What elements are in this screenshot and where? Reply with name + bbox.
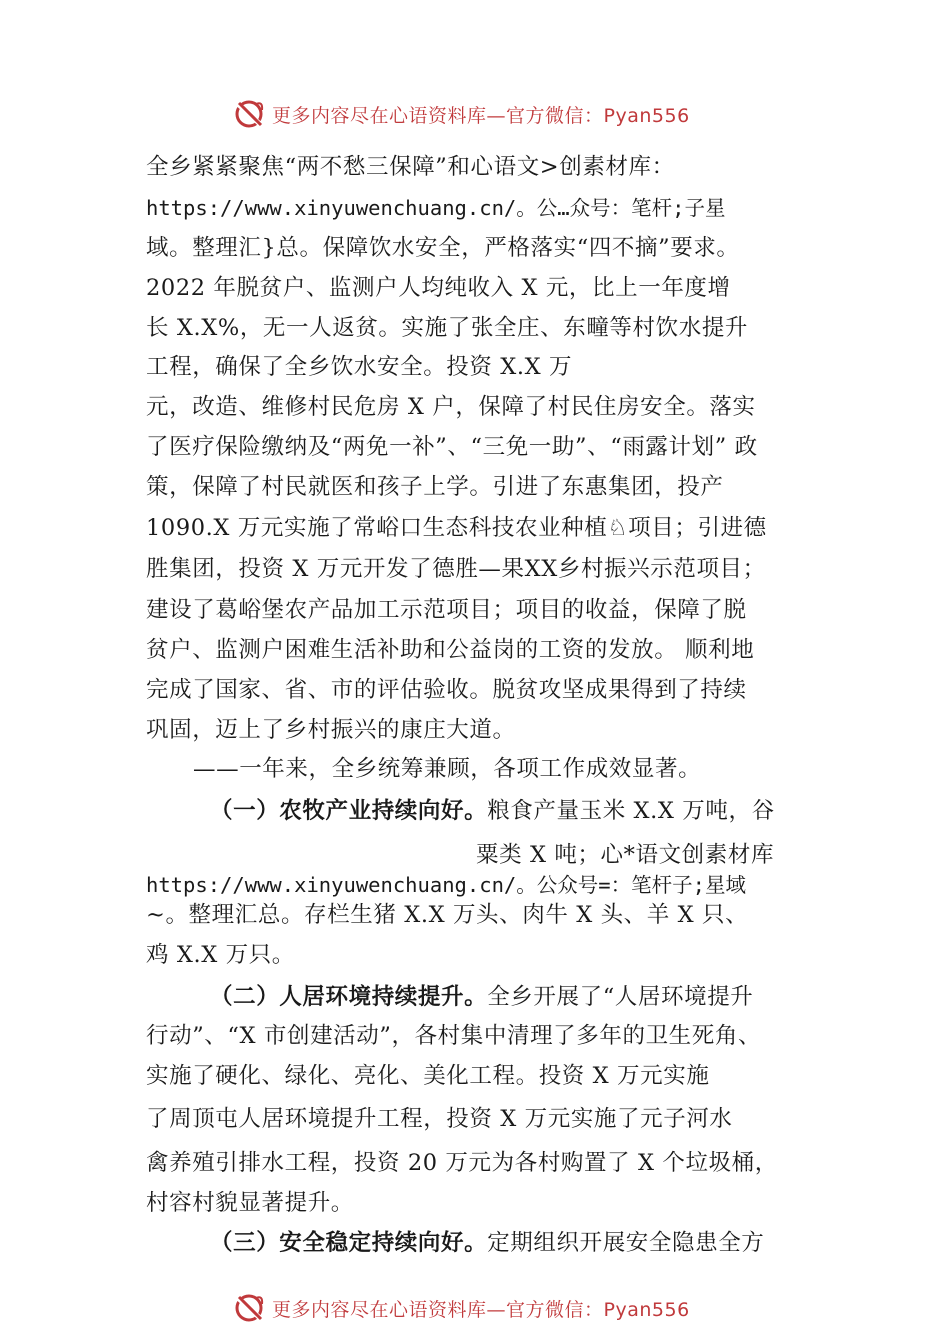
section-line xyxy=(210,982,890,1012)
wechat-id: Pyan556 xyxy=(603,104,690,127)
text-line: https://www.xinyuwenchuang.cn/。公…众号：笔杆;子星 xyxy=(146,196,726,220)
text-line: 建设了葛峪堡农产品加工示范项目；项目的收益，保障了脱 xyxy=(146,597,747,623)
text-line: 行动”、“X 市创建活动”，各村集中清理了多年的卫生死角、 xyxy=(146,1023,762,1049)
text-line: 巩固，迈上了乡村振兴的康庄大道。 xyxy=(146,717,516,743)
text-line: 贫户、监测户困难生活补助和公益岗的工资的发放。 顺利地 xyxy=(146,637,755,663)
pen-seal-logo-icon xyxy=(232,96,268,132)
text-line: 长 X.X%，无一人返贫。实施了张全庄、东疃等村饮水提升 xyxy=(146,315,749,341)
section-line xyxy=(210,1228,890,1258)
section-text: 全乡开展了“人居环境提升 xyxy=(487,984,754,1010)
text-line: 了医疗保险缴纳及“两免一补”、“三免一助”、“雨露计划” 政 xyxy=(146,434,758,460)
text-line: 了周顶屯人居环境提升工程，投资 X 万元实施了元子河水 xyxy=(146,1106,733,1132)
text-line: 禽养殖引排水工程，投资 20 万元为各村购置了 X 个垃圾桶， xyxy=(146,1150,778,1176)
section-text: 粮食产量玉米 X.X 万吨，谷 xyxy=(487,798,775,824)
section-heading: （二）人居环境持续提升。 xyxy=(210,984,488,1010)
watermark-text: 更多内容尽在心语资料库—官方微信：Pyan556 xyxy=(272,104,690,127)
text-line: ——一年来，全乡统筹兼顾，各项工作成效显著。 xyxy=(193,756,702,782)
text-line: 胜集团，投资 X 万元开发了德胜—果XX乡村振兴示范项目； xyxy=(146,556,766,582)
text-line: 元，改造、维修村民危房 X 户，保障了村民住房安全。落实 xyxy=(146,394,756,420)
text-line: 全乡紧紧聚焦“两不愁三保障”和心语文>创素材库： xyxy=(146,154,675,180)
text-line: 村容村貌显著提升。 xyxy=(146,1190,354,1216)
text-line: 域。整理汇}总。保障饮水安全，严格落实“四不摘”要求。 xyxy=(146,235,740,261)
pen-seal-logo-icon xyxy=(232,1290,268,1326)
text-line: 策，保障了村民就医和孩子上学。引进了东惠集团，投产 xyxy=(146,474,724,500)
watermark-text: 更多内容尽在心语资料库—官方微信：Pyan556 xyxy=(272,1298,690,1321)
text-line: 完成了国家、省、市的评估验收。脱贫攻坚成果得到了持续 xyxy=(146,677,747,703)
footer-watermark xyxy=(232,1290,752,1326)
header-watermark xyxy=(232,96,752,132)
section-heading: （一）农牧产业持续向好。 xyxy=(210,798,488,824)
text-line: https://www.xinyuwenchuang.cn/。公众号=：笔杆子;星域 xyxy=(146,873,746,897)
text-line: ~。整理汇总。存栏生猪 X.X 万头、肉牛 X 头、羊 X 只、 xyxy=(146,902,749,928)
text-line: 粟类 X 吨；心*语文创素材库 xyxy=(476,842,775,868)
text-line: 工程，确保了全乡饮水安全。投资 X.X 万 xyxy=(146,354,573,380)
text-line: 1090.X 万元实施了常峪口生态科技农业种植♘项目；引进德 xyxy=(146,515,767,541)
section-heading: （三）安全稳定持续向好。 xyxy=(210,1230,488,1256)
wechat-id: Pyan556 xyxy=(603,1298,690,1321)
section-line xyxy=(210,796,890,826)
text-line: 2022 年脱贫户、监测户人均纯收入 X 元，比上一年度增 xyxy=(146,275,731,301)
text-line: 鸡 X.X 万只。 xyxy=(146,942,295,968)
text-line: 实施了硬化、绿化、亮化、美化工程。投资 X 万元实施 xyxy=(146,1063,710,1089)
section-text: 定期组织开展安全隐患全方 xyxy=(487,1230,765,1256)
